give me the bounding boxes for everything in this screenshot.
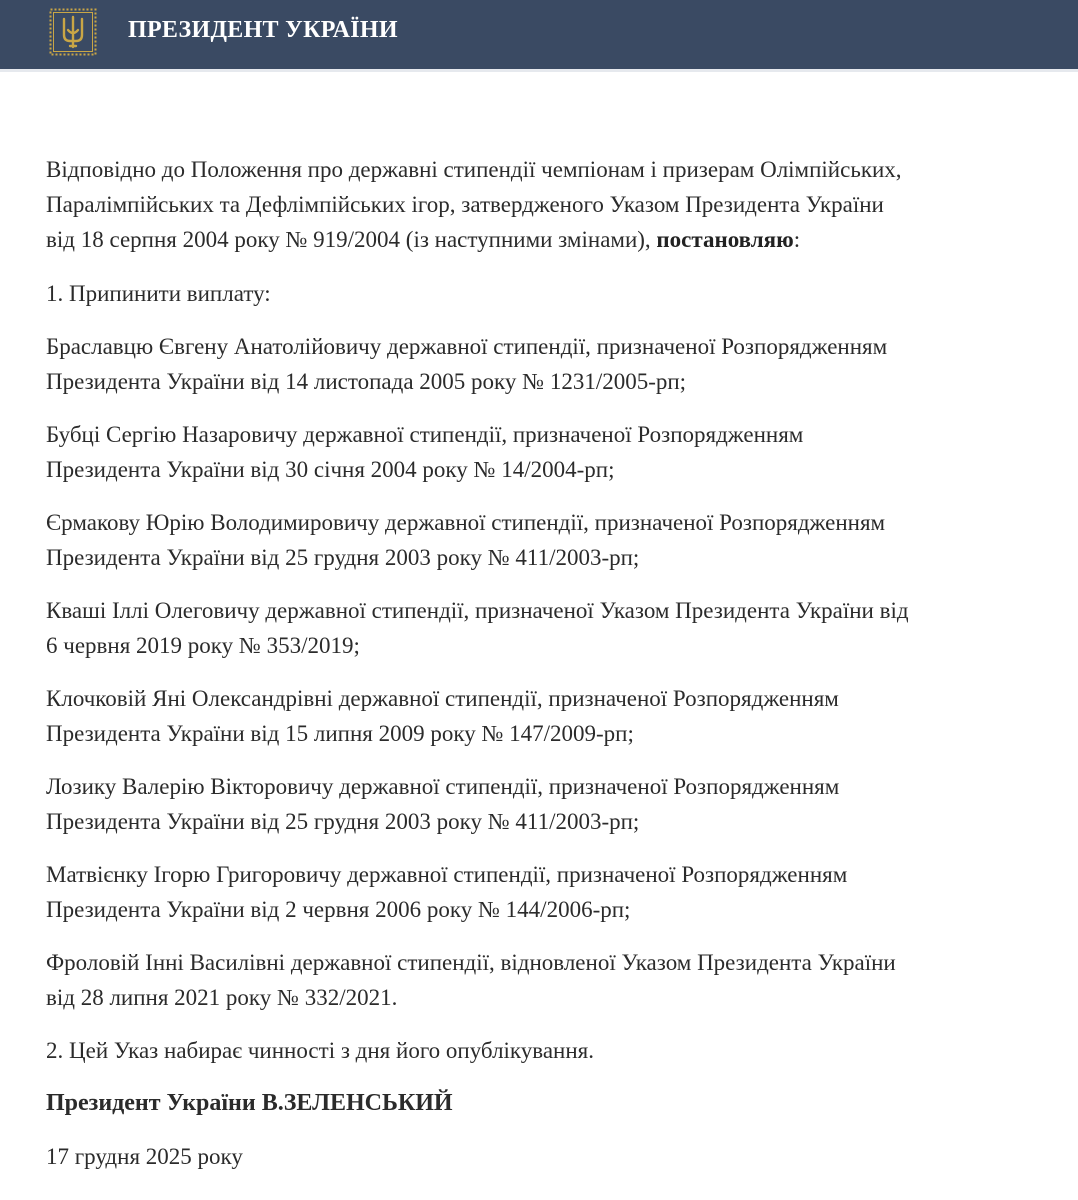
item-line-2: Президента України від 30 січня 2004 року № 14/2004-рп; [46, 457, 615, 482]
item-line-1: Матвієнку Ігорю Григоровичу державної стипендії, призначеної Розпорядженням [46, 862, 848, 887]
list-item [46, 857, 1076, 927]
decree-verb: постановляю [656, 227, 794, 252]
item-line-1: Лозику Валерію Вікторовичу державної стипендії, призначеної Розпорядженням [46, 774, 840, 799]
trident-emblem-icon[interactable] [49, 8, 97, 56]
item-line-2: 6 червня 2019 року № 353/2019; [46, 633, 360, 658]
list-item [46, 505, 1076, 575]
item-line-2: Президента України від 15 липня 2009 року № 147/2009-рп; [46, 721, 634, 746]
decree-text [46, 152, 1076, 1193]
item-line-1: Клочковій Яні Олександрівні державної стипендії, призначеної Розпорядженням [46, 686, 839, 711]
list-item [46, 593, 1076, 663]
intro-paragraph [46, 152, 1076, 257]
list-item [46, 945, 1076, 1015]
intro-line-1: Відповідно до Положення про державні стипендії чемпіонам і призерам Олімпійських, [46, 157, 902, 182]
intro-line-3: від 18 серпня 2004 року № 919/2004 (із наступними змінами), [46, 227, 657, 252]
list-item [46, 769, 1076, 839]
item-line-1: Єрмакову Юрію Володимировичу державної стипендії, призначеної Розпорядженням [46, 510, 886, 535]
decree-date: 17 грудня 2025 року [46, 1144, 243, 1169]
item-line-1: Браславцю Євгену Анатолійовичу державної стипендії, призначеної Розпорядженням [46, 334, 888, 359]
list-item [46, 417, 1076, 487]
item-line-1: Фроловій Інні Василівні державної стипендії, відновленої Указом Президента України [46, 950, 896, 975]
site-header [0, 0, 1078, 72]
item-line-1: Бубці Сергію Назаровичу державної стипендії, призначеної Розпорядженням [46, 422, 804, 447]
site-title[interactable]: ПРЕЗИДЕНТ УКРАЇНИ [128, 17, 398, 43]
point-2: 2. Цей Указ набирає чинності з дня його опублікування. [46, 1038, 594, 1063]
item-line-2: Президента України від 25 грудня 2003 року № 411/2003-рп; [46, 809, 640, 834]
item-line-2: Президента України від 2 червня 2006 року № 144/2006-рп; [46, 897, 631, 922]
intro-suffix: : [793, 227, 801, 252]
point-1: 1. Припинити виплату: [46, 281, 271, 306]
item-line-2: Президента України від 14 листопада 2005 року № 1231/2005-рп; [46, 369, 687, 394]
intro-line-2: Паралімпійських та Дефлімпійських ігор, затвердженого Указом Президента України [46, 192, 884, 217]
item-line-1: Кваші Іллі Олеговичу державної стипендії, призначеної Указом Президента України від [46, 598, 909, 623]
signature: Президент України В.ЗЕЛЕНСЬКИЙ [46, 1090, 453, 1116]
list-item [46, 681, 1076, 751]
item-line-2: Президента України від 25 грудня 2003 року № 411/2003-рп; [46, 545, 640, 570]
list-item [46, 329, 1076, 399]
item-line-2: від 28 липня 2021 року № 332/2021. [46, 985, 398, 1010]
